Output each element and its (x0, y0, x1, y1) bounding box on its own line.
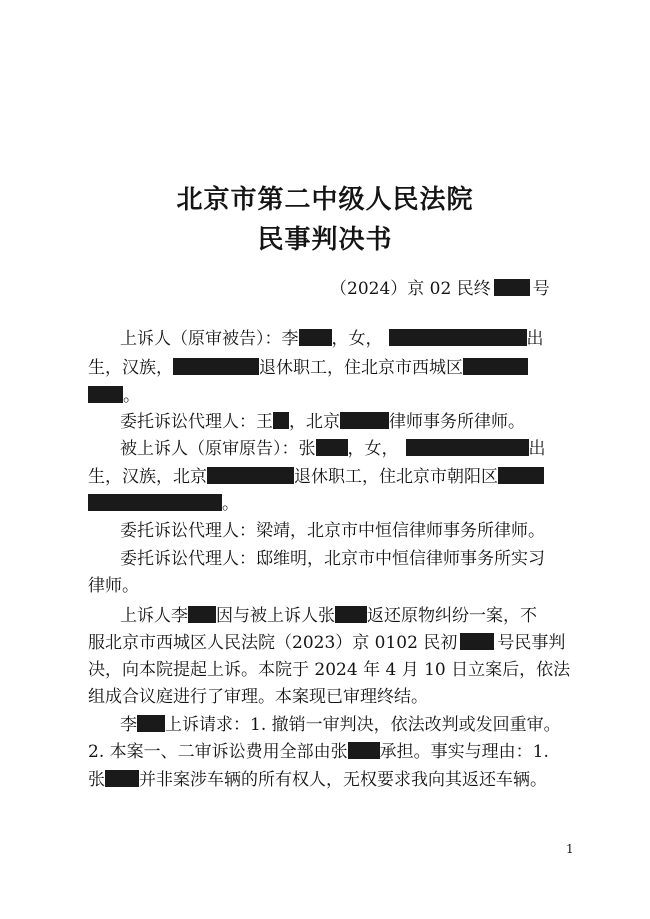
redaction-block (88, 494, 222, 511)
document-type-title: 民事判决书 (257, 225, 393, 255)
redaction-block (316, 439, 348, 456)
paragraph-line: 律师。 (88, 576, 139, 596)
redaction-block (406, 439, 529, 456)
paragraph-line (88, 355, 528, 381)
text-segment: 退休职工，住北京市西城区 (259, 358, 463, 378)
page-number: 1 (566, 842, 574, 856)
text-segment: 律师事务所律师。 (389, 412, 525, 432)
redaction-block (460, 633, 494, 650)
redaction-block (207, 467, 294, 484)
paragraph-line (88, 464, 544, 490)
text-segment: 号民事判 (497, 633, 566, 653)
redaction-block (105, 770, 139, 787)
paragraph-line: 委托诉讼代理人：梁靖，北京市中恒信律师事务所律师。 (120, 521, 545, 541)
text-segment: 上诉人李 (120, 606, 188, 626)
paragraph-line: 决，向本院提起上诉。本院于 2024 年 4 月 10 日立案后，依法 (88, 660, 571, 680)
text-segment: ，女， (331, 329, 383, 349)
redaction-block (340, 412, 389, 429)
paragraph-line (120, 326, 544, 352)
text-segment: 委托诉讼代理人：王 (120, 412, 273, 432)
paragraph-line: 委托诉讼代理人：邸维明，北京市中恒信律师事务所实习 (120, 549, 545, 569)
text-segment: 。 (123, 386, 140, 406)
text-segment: 被上诉人（原审原告）：张 (120, 439, 316, 459)
redaction-block (188, 606, 216, 623)
redaction-block (299, 329, 332, 346)
text-segment: 返还原物纠纷一案，不 (367, 606, 537, 626)
text-segment: 。 (222, 494, 239, 514)
paragraph-line (120, 603, 537, 629)
text-segment: 生，汉族，北京 (88, 467, 207, 487)
paragraph-line (120, 712, 561, 738)
paragraph-line (88, 491, 239, 517)
paragraph-line (120, 436, 546, 462)
text-segment: 并非案涉车辆的所有权人，无权要求我向其返还车辆。 (139, 770, 547, 790)
case-number (330, 277, 550, 301)
redaction-block (389, 329, 527, 346)
redaction-block (463, 358, 528, 375)
redaction-block (498, 467, 544, 484)
text-segment: ，女， (347, 439, 399, 459)
paragraph-line (88, 630, 565, 656)
text-segment: 张 (88, 770, 105, 790)
text-segment: 上诉人（原审被告）：李 (120, 329, 299, 349)
redaction-block (173, 358, 259, 375)
court-name-title: 北京市第二中级人民法院 (176, 185, 474, 215)
redaction-block (494, 279, 530, 296)
case-number-suffix: 号 (532, 279, 550, 299)
text-segment: 出 (526, 329, 544, 349)
text-segment: 2. 本案一、二审诉讼费用全部由张 (88, 742, 348, 762)
redaction-block (88, 386, 123, 403)
text-segment: 承担。事实与理由：1. (379, 742, 549, 762)
text-segment: 生，汉族， (88, 358, 173, 378)
redaction-block (273, 412, 289, 429)
paragraph-line (88, 383, 140, 409)
text-segment: 退休职工，住北京市朝阳区 (294, 467, 498, 487)
paragraph-line: 组成合议庭进行了审理。本案现已审理终结。 (88, 687, 428, 707)
text-segment: 服北京市西城区人民法院（2023）京 0102 民初 (88, 633, 458, 653)
paragraph-line (88, 767, 547, 793)
redaction-block (348, 742, 380, 759)
paragraph-line (120, 409, 525, 435)
redaction-block (137, 715, 165, 732)
case-number-prefix: （2024）京 02 民终 (330, 279, 491, 299)
text-segment: 出 (528, 439, 546, 459)
redaction-block (335, 606, 367, 623)
paragraph-line (88, 739, 549, 765)
text-segment: ，北京 (289, 412, 340, 432)
text-segment: 上诉请求：1. 撤销一审判决，依法改判或发回重审。 (165, 715, 561, 735)
text-segment: 李 (120, 715, 137, 735)
text-segment: 因与被上诉人张 (216, 606, 335, 626)
